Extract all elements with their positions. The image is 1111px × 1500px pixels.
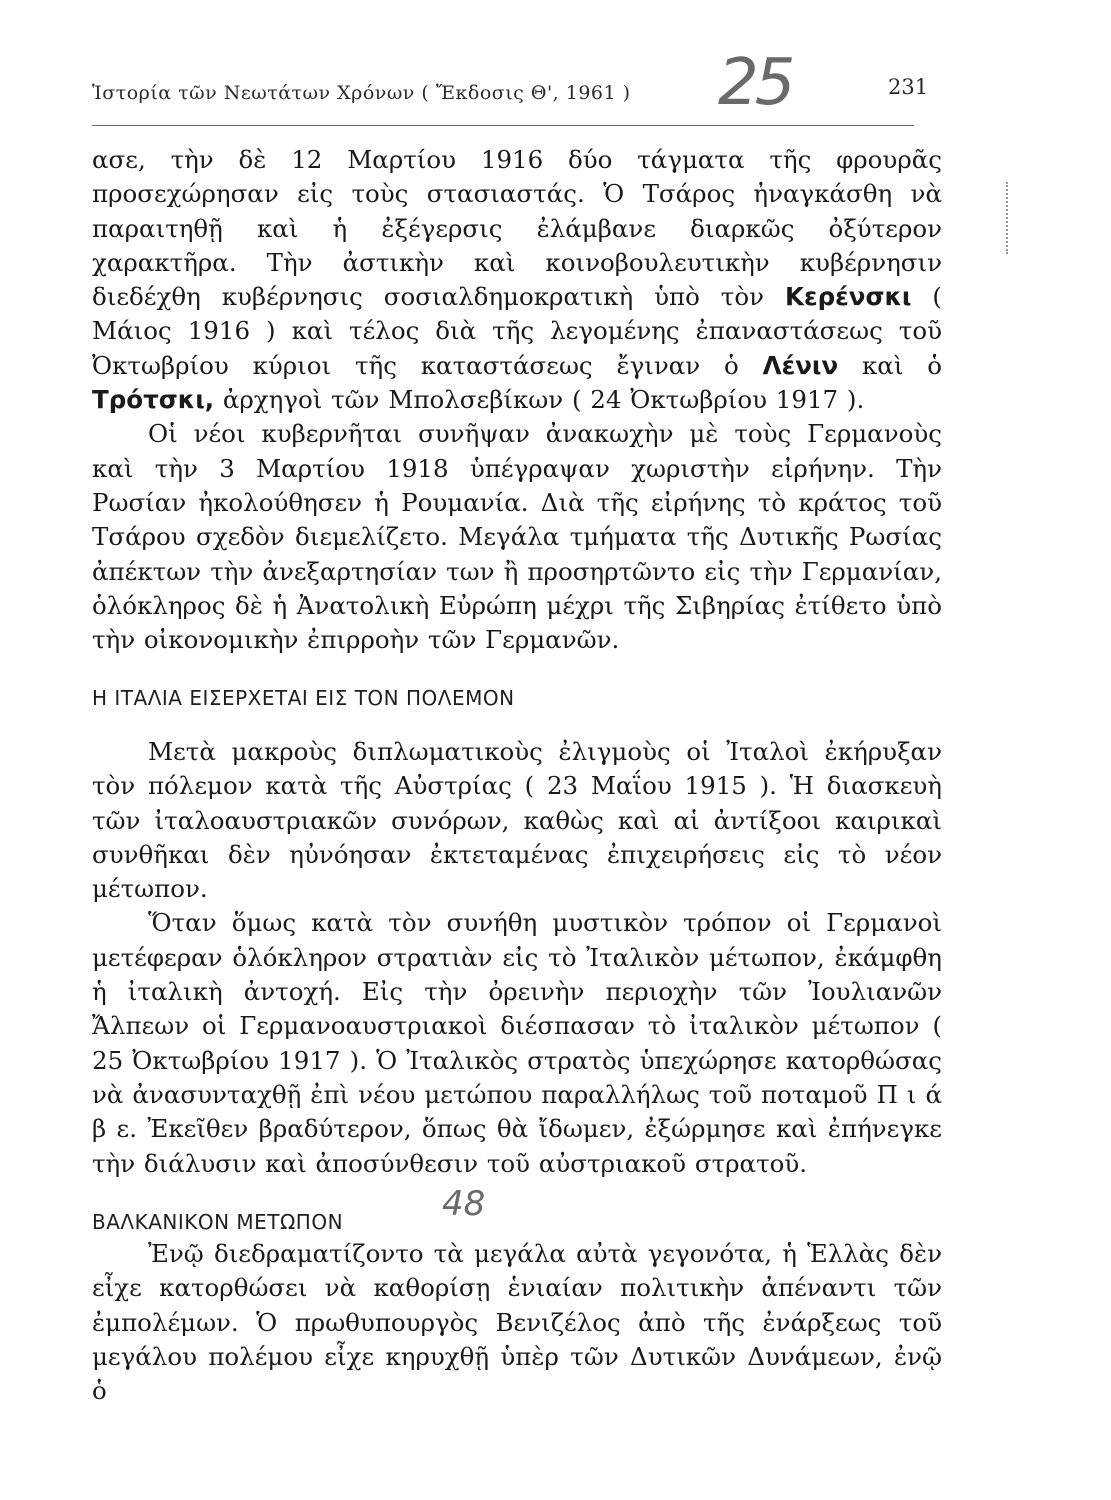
paragraph: Ὅταν ὅμως κατὰ τὸν συνήθη μυστικὸν τρόπον οἱ Γερμανοὶ μετέφεραν ὁλόκληρον στρατιὰν εἰς τὸ Ἰταλικὸν μέτωπον, ἐκάμφθη ἡ ἰταλικὴ ἀντοχή. Εἰς τὴν ὀρεινὴν περιοχὴν τῶν Ἰουλιανῶν Ἄλπεων οἱ Γερμανοαυστριακοὶ διέσπασαν τὸ ἰταλικὸν μέτωπον ( 25 Ὀκτωβρίου 1917 ). Ὁ Ἰταλικὸς στρατὸς ὑπεχώρησε κατορθώσας νὰ ἀνασυνταχθῇ ἐπὶ νέου μετώπου παραλλήλως τοῦ ποταμοῦ Π ι ά β ε. Ἐκεῖθεν βραδύτερον, ὅπως θὰ ἴδωμεν, ἐξώρμησε καὶ ἐπήνεγκε τὴν διάλυσιν καὶ ἀποσύνθεσιν τοῦ αὐστριακοῦ στρατοῦ.	[92, 908, 942, 1178]
paragraph: Οἱ νέοι κυβερνῆται συνῆψαν ἀνακωχὴν μὲ τοὺς Γερμανοὺς καὶ τὴν 3 Μαρτίου 1918 ὑπέγραψαν χωριστὴν εἰρήνην. Τὴν Ρωσίαν ἠκολούθησεν ἡ Ρουμανία. Διὰ τῆς εἰρήνης τὸ κράτος τοῦ Τσάρου σχεδὸν διεμελίζετο. Μεγάλα τμήματα τῆς Δυτικῆς Ρωσίας ἀπέκτων τὴν ἀνεξαρτησίαν των ἢ προσηρτῶντο εἰς τὴν Γερμανίαν, ὁλόκληρος δὲ ἡ Ἀνατολικὴ Εὐρώπη μέχρι τῆς Σιβηρίας ἐτίθετο ὑπὸ τὴν οἰκονομικὴν ἐπιρροὴν τῶν Γερμανῶν.	[92, 419, 942, 655]
name-kerenski: Κερένσκι	[784, 282, 912, 312]
page-number: 231	[888, 75, 929, 99]
text-run: ἀρχηγοὶ τῶν Μπολσεβίκων ( 24 Ὀκτωβρίου 1917 ).	[214, 385, 865, 415]
section-heading-balkan: ΒΑΛΚΑΝΙΚΟΝ ΜΕΤΩΠΟΝ	[92, 1210, 344, 1234]
paragraph: Μετὰ μακροὺς διπλωματικοὺς ἐλιγμοὺς οἱ Ἰταλοὶ ἐκήρυξαν τὸν πόλεμον κατὰ τῆς Αὐστρίας ( 23 Μαΐου 1915 ). Ἡ διασκευὴ τῶν ἰταλοαυστριακῶν συνόρων, καθὼς καὶ αἱ ἀντίξοοι καιρικαὶ συνθῆκαι δὲν ηὐνόησαν ἐκτεταμένας ἐπιχειρήσεις εἰς τὸ νέον μέτωπον.	[92, 737, 942, 904]
name-trotski: Τρότσκι,	[92, 385, 215, 415]
section-italy	[92, 735, 942, 1181]
running-title: Ἱστορία τῶν Νεωτάτων Χρόνων ( Ἔκδοσις Θ', 1961 )	[92, 82, 631, 104]
handwritten-page-mark: 25	[718, 46, 792, 120]
section-balkan	[92, 1237, 942, 1408]
text-run: ασε, τὴν δὲ 12 Μαρτίου 1916 δύο τάγματα τῆς φρουρᾶς προσεχώρησαν εἰς τοὺς στασιαστάς. Ὁ Τσάρος ἠναγκάσθη νὰ παραιτηθῇ καὶ ἡ ἐξέγερσις ἐλάμβανε διαρκῶς ὀξύτερον χαρακτῆρα. Τὴν ἀστικὴν καὶ κοινοβουλευτικὴν κυβέρνησιν διεδέχθη κυβέρνησις σοσιαλδημοκρατικὴ ὑπὸ τὸν	[92, 145, 942, 312]
section-heading-italy: Η ΙΤΑΛΙΑ ΕΙΣΕΡΧΕΤΑΙ ΕΙΣ ΤΟΝ ΠΟΛΕΜΟΝ	[92, 686, 515, 710]
section-russia	[92, 143, 942, 657]
text-run: καὶ ὁ	[838, 350, 943, 380]
handwritten-note: 48	[442, 1184, 486, 1224]
header-divider	[92, 125, 914, 126]
name-lenin: Λένιν	[762, 350, 839, 380]
margin-marks	[1006, 182, 1012, 254]
text-run: ( Μάιος 1916 ) καὶ τέλος διὰ τῆς λεγομένης ἐπαναστάσεως τοῦ Ὀκτωβρίου κύριοι τῆς καταστάσεως ἔγιναν ὁ	[92, 282, 942, 380]
paragraph: Ἐνῷ διεδραματίζοντο τὰ μεγάλα αὐτὰ γεγονότα, ἡ Ἑλλὰς δὲν εἶχε κατορθώσει νὰ καθορίσῃ ἑνιαίαν πολιτικὴν ἀπέναντι τῶν ἐμπολέμων. Ὁ πρωθυπουργὸς Βενιζέλος ἀπὸ τῆς ἐνάρξεως τοῦ μεγάλου πολέμου εἶχε κηρυχθῇ ὑπὲρ τῶν Δυτικῶν Δυνάμεων, ἐνῷ ὁ	[92, 1239, 942, 1406]
paragraph	[92, 143, 942, 417]
